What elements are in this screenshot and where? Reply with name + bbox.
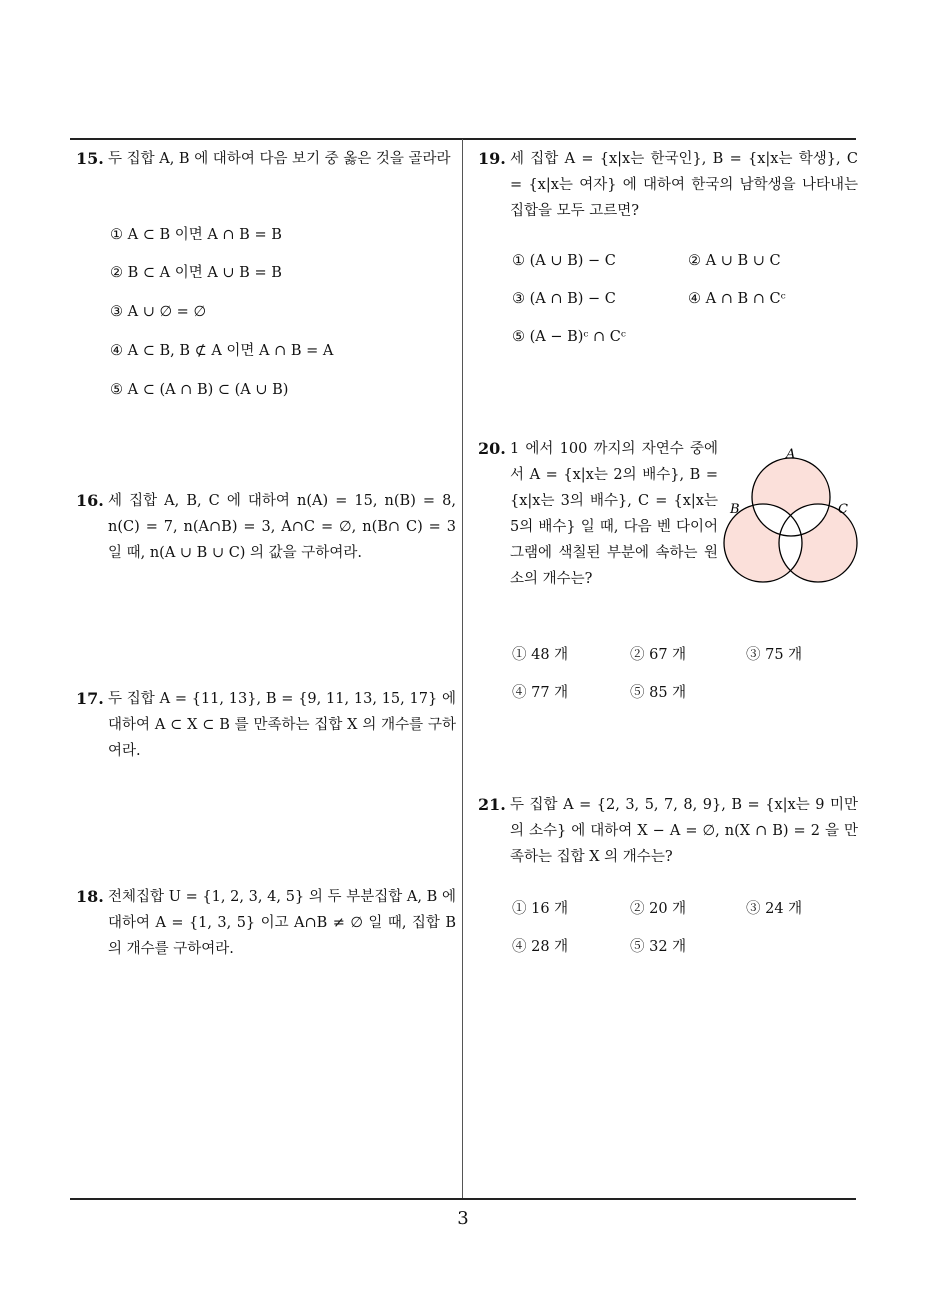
option-3[interactable]: ③ (A ∩ B) − C <box>512 291 616 307</box>
page-number: 3 <box>457 1208 469 1229</box>
question-15 <box>76 146 456 398</box>
question-number: 21. <box>478 795 506 814</box>
option-1[interactable]: ① 48 개 <box>512 647 569 663</box>
question-text: 두 집합 A = {11, 13}, B = {9, 11, 13, 15, 17} 에 대하여 A ⊂ X ⊂ B 를 만족하는 집합 X 의 개수를 구하여라. <box>108 691 456 759</box>
option-3[interactable]: ③ 75 개 <box>746 647 803 663</box>
question-number: 18. <box>76 887 104 906</box>
question-18 <box>76 884 456 962</box>
option-4[interactable]: ④ A ⊂ B, B ⊄ A 이면 A ∩ B = A <box>110 343 334 359</box>
question-text: 세 집합 A, B, C 에 대하여 n(A) = 15, n(B) = 8, n(C) = 7, n(A∩B) = 3, A∩C = ∅, n(B∩ C) = 3 일 때, n(A ∪ B ∪ C) 의 값을 구하여라. <box>108 493 456 561</box>
option-2[interactable]: ② 67 개 <box>630 647 687 663</box>
question-number: 19. <box>478 149 506 168</box>
column-divider <box>462 139 463 1199</box>
venn-label-b: B <box>730 502 740 517</box>
venn-label-a: A <box>786 447 796 462</box>
question-text: 두 집합 A, B 에 대하여 다음 보기 중 옳은 것을 골라라 <box>108 151 451 167</box>
question-19 <box>478 146 858 345</box>
option-2[interactable]: ② 20 개 <box>630 901 687 917</box>
option-2[interactable]: ② A ∪ B ∪ C <box>688 253 781 269</box>
option-1[interactable]: ① A ⊂ B 이면 A ∩ B = B <box>110 227 282 243</box>
option-1[interactable]: ① 16 개 <box>512 901 569 917</box>
option-4[interactable]: ④ 77 개 <box>512 685 569 701</box>
option-3[interactable]: ③ 24 개 <box>746 901 803 917</box>
question-number: 15. <box>76 149 104 168</box>
question-21 <box>478 792 858 955</box>
question-text: 세 집합 A = {x|x는 한국인}, B = {x|x는 학생}, C = {x|x는 여자} 에 대하여 한국의 남학생을 나타내는 집합을 모두 고르면? <box>510 151 858 219</box>
option-5[interactable]: ⑤ 32 개 <box>630 939 687 955</box>
question-text: 두 집합 A = {2, 3, 5, 7, 8, 9}, B = {x|x는 9 미만의 소수} 에 대하여 X − A = ∅, n(X ∩ B) = 2 을 만족하는 집합 X 의 개수는? <box>510 797 858 865</box>
option-4[interactable]: ④ 28 개 <box>512 939 569 955</box>
option-5[interactable]: ⑤ A ⊂ (A ∩ B) ⊂ (A ∪ B) <box>110 382 289 398</box>
question-text: 전체집합 U = {1, 2, 3, 4, 5} 의 두 부분집합 A, B 에 대하여 A = {1, 3, 5} 이고 A∩B ≠ ∅ 일 때, 집합 B 의 개수를 구하여라. <box>108 889 456 957</box>
option-5[interactable]: ⑤ 85 개 <box>630 685 687 701</box>
question-number: 16. <box>76 491 104 510</box>
bottom-rule <box>70 1198 856 1200</box>
venn-label-c: C <box>838 502 848 517</box>
option-2[interactable]: ② B ⊂ A 이면 A ∪ B = B <box>110 265 282 281</box>
question-text: 1 에서 100 까지의 자연수 중에서 A = {x|x는 2의 배수}, B = {x|x는 3의 배수}, C = {x|x는 5의 배수} 일 때, 다음 벤 다이어그램에 색칠된 부분에 속하는 원소의 개수는? <box>510 441 718 587</box>
question-20 <box>478 436 803 701</box>
option-4[interactable]: ④ A ∩ B ∩ Cᶜ <box>688 291 786 307</box>
venn-diagram <box>722 440 862 585</box>
option-5[interactable]: ⑤ (A − B)ᶜ ∩ Cᶜ <box>512 329 626 345</box>
question-number: 17. <box>76 689 104 708</box>
question-number: 20. <box>478 439 506 458</box>
option-3[interactable]: ③ A ∪ ∅ = ∅ <box>110 304 207 320</box>
question-17 <box>76 686 456 764</box>
option-1[interactable]: ① (A ∪ B) − C <box>512 253 616 269</box>
question-16 <box>76 488 456 566</box>
